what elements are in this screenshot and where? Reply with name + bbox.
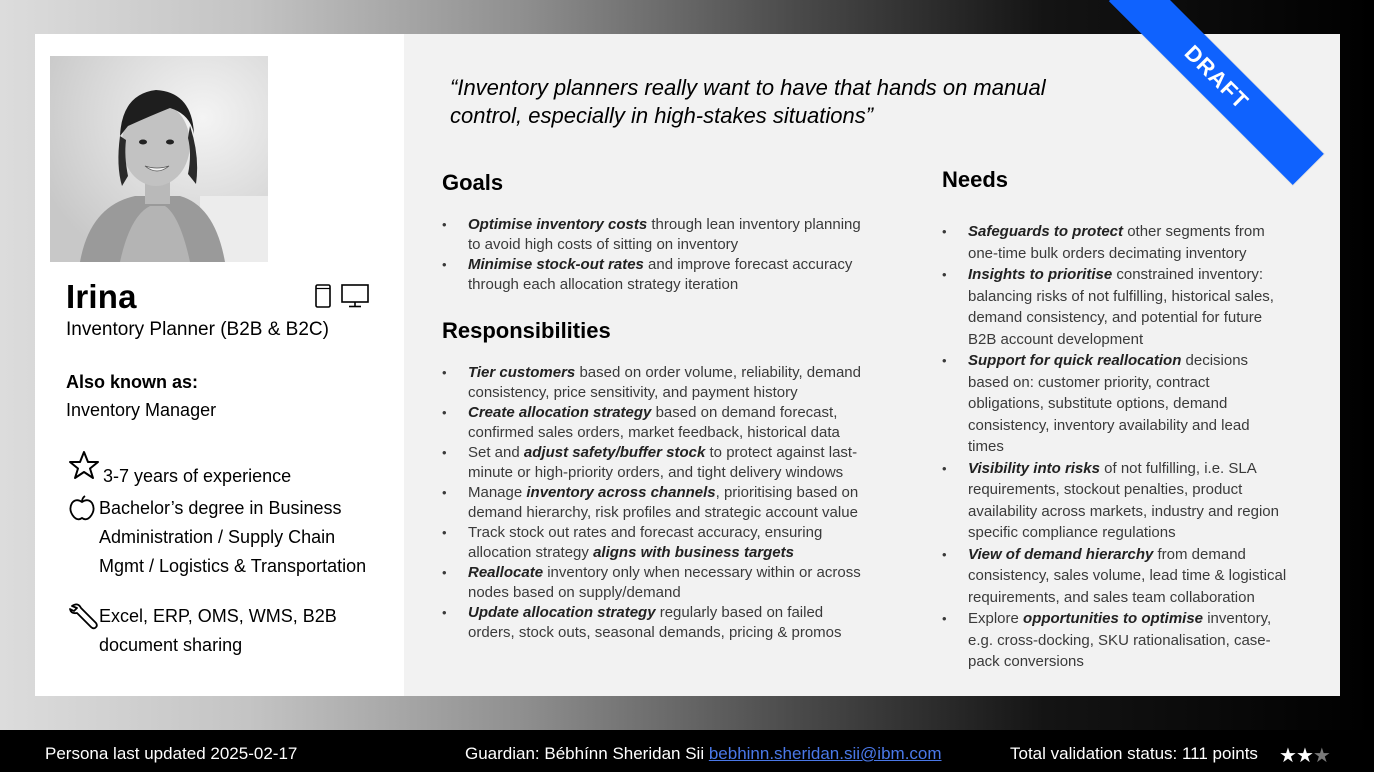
tools-line: Excel, ERP, OMS, WMS, B2B [99, 606, 337, 626]
bullet-emphasis: Minimise stock-out rates [468, 256, 644, 273]
education-line: Bachelor’s degree in Business [99, 498, 342, 518]
wrench-icon [68, 602, 100, 639]
guardian-label: Guardian: Bébhínn Sheridan Sii [465, 744, 709, 763]
persona-card [35, 34, 1340, 696]
bullet-item [442, 563, 922, 603]
last-updated: Persona last updated 2025-02-17 [45, 744, 298, 763]
bullet-item [942, 350, 1332, 458]
bullet-emphasis: adjust safety/buffer stock [523, 444, 706, 461]
bullet-text: obligations, substitute options, demand [968, 395, 1228, 412]
bullet-item [442, 403, 922, 443]
needs-list [942, 221, 1332, 673]
bullet-emphasis: Tier customers [468, 364, 576, 381]
bullet-text: decisions [1181, 352, 1249, 369]
star-filled-icon: ★ [1295, 745, 1313, 767]
bullet-text: to avoid high costs of sitting on inventory [468, 236, 739, 253]
bullet-text: Explore [968, 610, 1024, 627]
bullet-text: nodes based on supply/demand [468, 584, 681, 601]
bullet-item [942, 608, 1332, 673]
bullet-item [442, 443, 922, 483]
bullet-text: demand hierarchy, risk profiles and strategic account value [468, 504, 858, 521]
bullet-item [442, 255, 922, 295]
bullet-emphasis: Visibility into risks [968, 459, 1100, 477]
responsibilities-title: Responsibilities [442, 318, 611, 343]
tools-text [99, 602, 337, 660]
bullet-emphasis: Create allocation strategy [468, 404, 652, 421]
bullet-text: consistency, price sensitivity, and payment history [468, 384, 798, 401]
apple-icon [68, 494, 96, 531]
bullet-text: availability across markets, industry and region [968, 502, 1279, 520]
bullet-item [442, 603, 922, 643]
tools-line: document sharing [99, 635, 243, 655]
bullet-emphasis: Insights to prioritise [968, 266, 1113, 283]
bullet-text: through lean inventory planning [647, 216, 861, 233]
bullet-text: Manage [468, 484, 527, 501]
bullet-text: based on order volume, reliability, demand [575, 364, 861, 381]
persona-quote: “Inventory planners really want to have that hands on manual control, especially in high-stakes situations” [450, 75, 1046, 128]
bullet-emphasis: Update allocation strategy [468, 604, 656, 621]
draft-label: DRAFT [1179, 40, 1254, 115]
bullet-text: Track stock out rates and forecast accuracy, ensuring [468, 524, 823, 541]
bullet-text: through each allocation strategy iteration [468, 276, 739, 293]
bullet-emphasis: inventory across channels [526, 484, 716, 501]
experience-text: 3-7 years of experience [103, 466, 292, 486]
persona-role: Inventory Planner (B2B & B2C) [66, 319, 329, 340]
bullet-text: consistency, inventory availability and lead [968, 416, 1250, 434]
education-line: Administration / Supply Chain [99, 527, 336, 547]
education-line: Mgmt / Logistics & Transportation [99, 556, 367, 576]
bullet-text: inventory only when necessary within or across [543, 564, 861, 581]
bullet-emphasis: Safeguards to protect [968, 223, 1124, 240]
bullet-item [942, 458, 1332, 544]
bullet-text: , prioritising based on [715, 484, 859, 501]
bullet-text: and improve forecast accuracy [643, 256, 853, 273]
goals-list [442, 215, 922, 295]
star-icon [68, 450, 100, 489]
footer-bar [0, 730, 1374, 772]
bullet-text: requirements, and sales team collaboration [968, 588, 1255, 606]
bullet-text: minute or high-priority orders, and tight delivery windows [468, 464, 844, 481]
bullet-item [442, 215, 922, 255]
goals-title: Goals [442, 170, 504, 195]
education-text [99, 494, 366, 581]
bullet-text: from demand [1153, 545, 1246, 563]
bullet-text: one-time bulk orders decimating inventory [968, 244, 1247, 262]
bullet-text: specific compliance regulations [968, 524, 1176, 541]
bullet-item [442, 363, 922, 403]
bullet-emphasis: View of demand hierarchy [968, 545, 1154, 563]
bullet-text: e.g. cross-docking, SKU rationalisation, case- [968, 631, 1271, 649]
bullet-text: based on demand forecast, [651, 404, 838, 421]
bullet-text: based on: customer priority, contract [968, 373, 1210, 391]
bullet-emphasis: Optimise inventory costs [468, 216, 648, 233]
bullet-text: other segments from [1123, 223, 1265, 240]
star-empty-icon: ★ [1312, 745, 1330, 767]
bullet-text: to protect against last- [705, 444, 858, 461]
bullet-text: constrained inventory: [1112, 266, 1264, 283]
bullet-item [942, 544, 1332, 609]
bullet-text: B2B account development [968, 330, 1144, 348]
bullet-item [442, 523, 922, 563]
device-icons [315, 284, 369, 313]
bullet-text: regularly based on failed [655, 604, 824, 621]
bullet-emphasis: opportunities to optimise [1023, 610, 1204, 627]
persona-profile-panel [35, 34, 404, 696]
guardian [465, 744, 942, 764]
bullet-item [442, 483, 922, 523]
bullet-item [942, 221, 1332, 264]
bullet-emphasis: aligns with business targets [593, 544, 794, 561]
bullet-text: inventory, [1203, 610, 1272, 627]
bullet-text: confirmed sales orders, market feedback, historical data [468, 424, 840, 441]
aka-label: Also known as: [66, 372, 199, 392]
aka-value: Inventory Manager [66, 400, 217, 420]
guardian-email-link[interactable]: bebhinn.sheridan.sii@ibm.com [708, 744, 942, 763]
bullet-text: of not fulfilling, i.e. SLA [1099, 459, 1257, 477]
bullet-emphasis: Reallocate [468, 564, 544, 581]
bullet-item [942, 264, 1332, 350]
desktop-icon [341, 284, 369, 313]
validation-status: Total validation status: 111 points [1010, 744, 1258, 763]
needs-title: Needs [942, 167, 1009, 192]
persona-photo [50, 56, 268, 262]
bullet-text: balancing risks of not fulfilling, historical sales, [968, 287, 1274, 305]
bullet-text: demand consistency, and potential for future [968, 309, 1263, 326]
validation-stars [1279, 743, 1330, 768]
mobile-icon [315, 284, 331, 313]
bullet-text: consistency, sales volume, lead time & logistical [968, 567, 1287, 584]
bullet-text: requirements, stockout penalties, product [968, 481, 1243, 498]
persona-name: Irina [66, 278, 137, 315]
star-filled-icon: ★ [1279, 745, 1296, 767]
responsibilities-list [442, 363, 922, 643]
bullet-text: allocation strategy [468, 544, 594, 561]
bullet-text: Set and [468, 444, 524, 461]
bullet-text: pack conversions [968, 653, 1084, 670]
bullet-emphasis: Support for quick reallocation [968, 352, 1182, 369]
bullet-text: orders, stock outs, seasonal demands, pricing & promos [468, 624, 842, 641]
bullet-text: times [968, 438, 1004, 455]
